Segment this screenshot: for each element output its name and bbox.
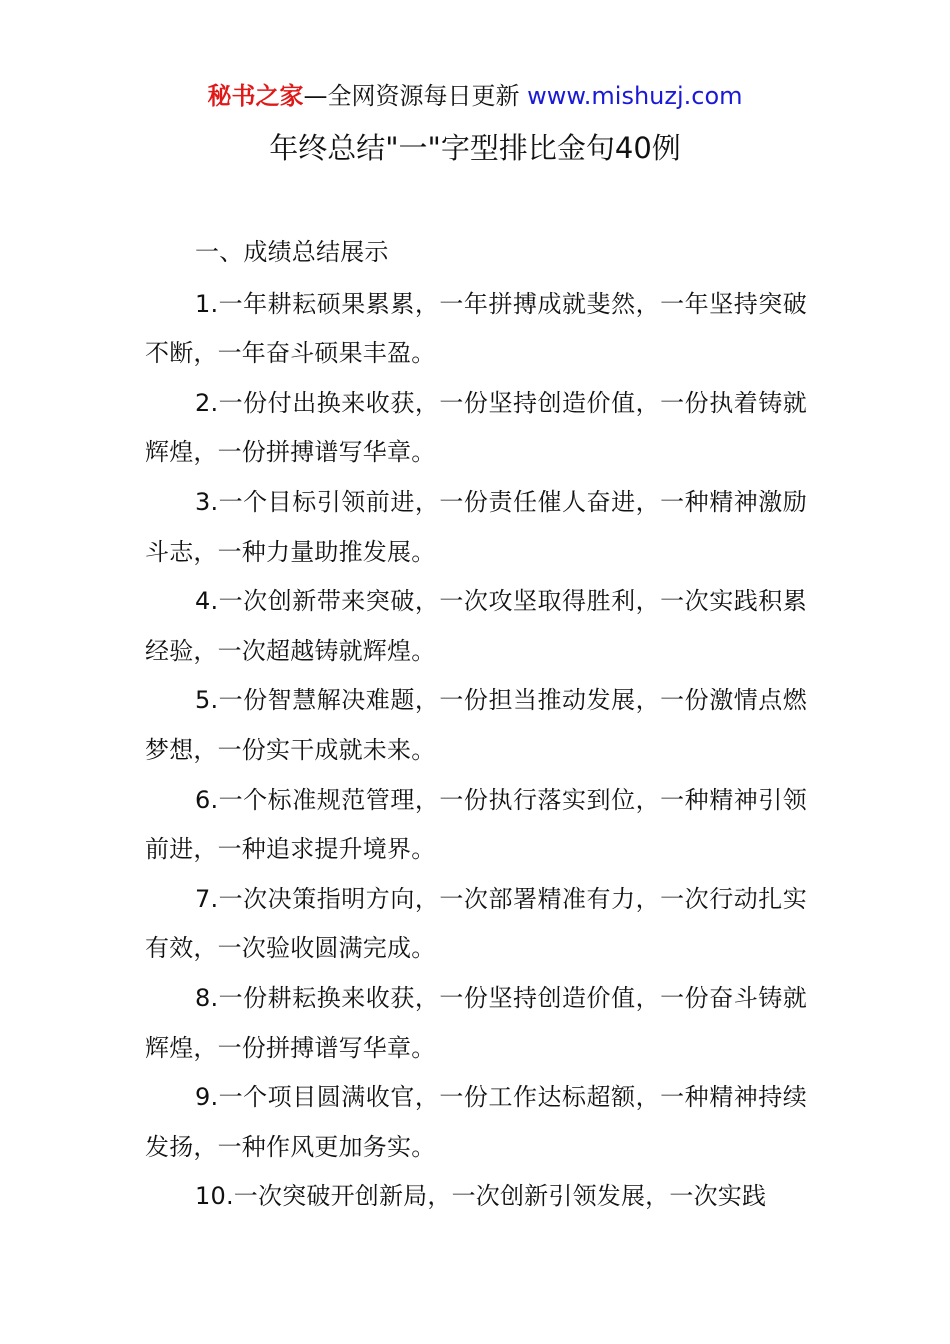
brand-name: 秘书之家 (207, 82, 304, 110)
list-item: 5.一份智慧解决难题，一份担当推动发展，一份激情点燃梦想，一份实干成就未来。 (145, 686, 807, 764)
list-item: 3.一个目标引领前进，一份责任催人奋进，一种精神激励斗志，一种力量助推发展。 (145, 487, 807, 566)
section-heading: 一、成绩总结展示 (195, 238, 389, 266)
list-item: 6.一个标准规范管理，一份执行落实到位，一种精神引领前进，一种追求提升境界。 (145, 785, 807, 864)
header-tagline: —全网资源每日更新 (303, 82, 528, 110)
list-item: 1.一年耕耘硕果累累，一年拼搏成就斐然，一年坚持突破不断，一年奋斗硕果丰盈。 (145, 289, 807, 368)
list-item: 4.一次创新带来突破，一次攻坚取得胜利，一次实践积累经验，一次超越铸就辉煌。 (145, 587, 807, 665)
document-body (145, 228, 807, 1222)
site-header (0, 80, 950, 112)
list-item: 10.一次突破开创新局，一次创新引领发展，一次实践 (195, 1182, 767, 1211)
list-item: 2.一份付出换来收获，一份坚持创造价值，一份执着铸就辉煌，一份拼搏谱写华章。 (145, 388, 807, 467)
site-url-link[interactable]: www.mishuzj.com (527, 82, 743, 110)
list-item: 8.一份耕耘换来收获，一份坚持创造价值，一份奋斗铸就辉煌，一份拼搏谱写华章。 (145, 983, 807, 1062)
document-title: 年终总结"一"字型排比金句40例 (269, 131, 681, 165)
list-item: 7.一次决策指明方向，一次部署精准有力，一次行动扎实有效，一次验收圆满完成。 (145, 884, 807, 963)
list-item: 9.一个项目圆满收官，一份工作达标超额，一种精神持续发扬，一种作风更加务实。 (145, 1083, 807, 1161)
